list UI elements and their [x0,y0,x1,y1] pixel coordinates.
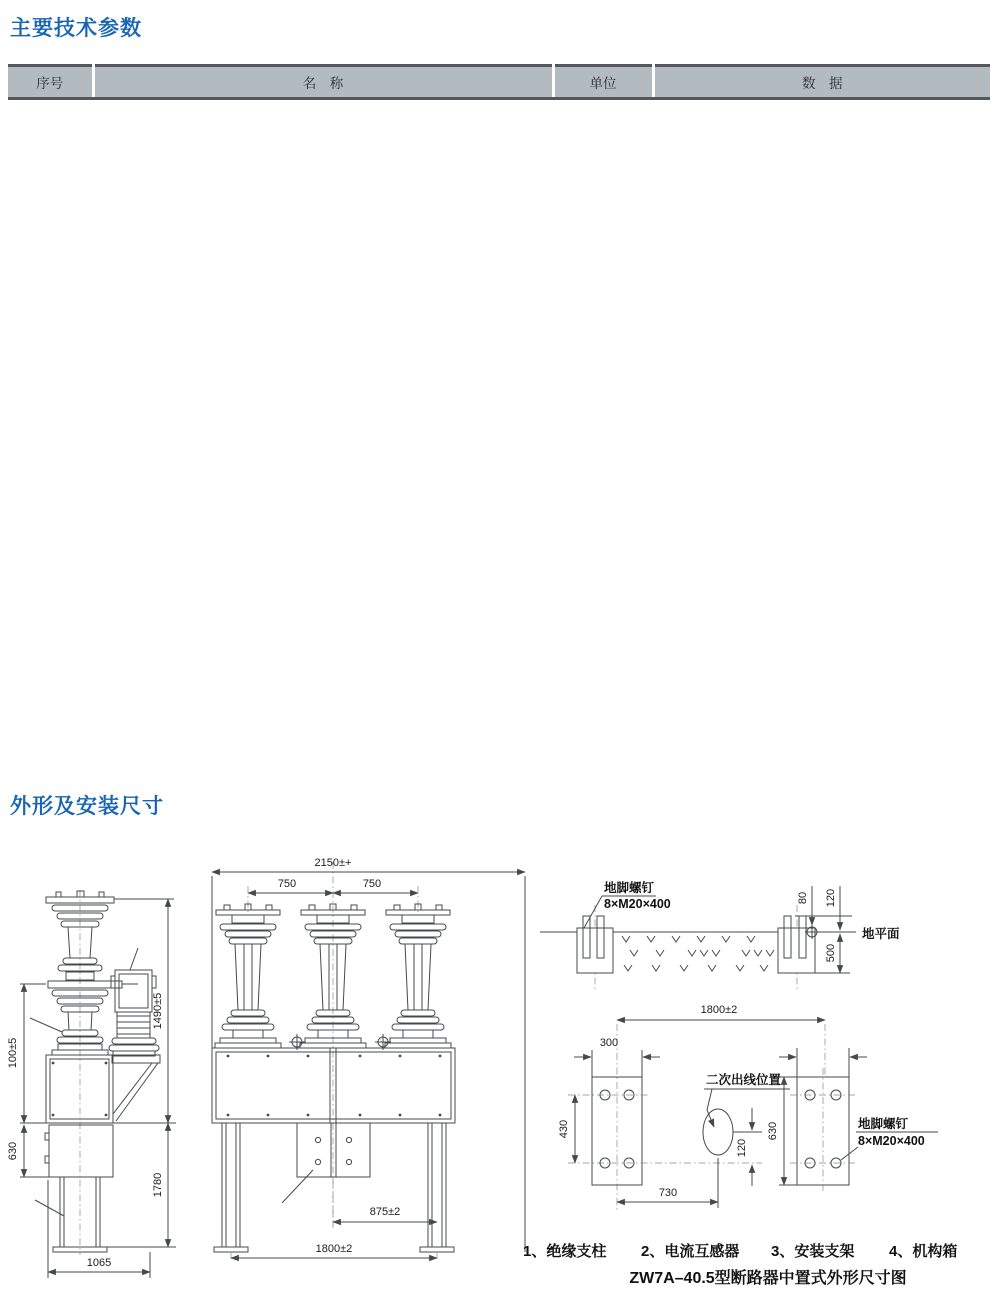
foundation-dim-500: 500 [825,943,837,963]
plan-dim-630: 630 [767,1121,779,1141]
section-title-dimensions: 外形及安装尺寸 [10,795,164,818]
front-dim-875: 875±2 [369,1206,401,1218]
plan-bolt-label-line2: 8×M20×400 [858,1134,925,1148]
plan-bolt-label-line1: 地脚螺钉 [858,1117,909,1131]
foundation-dim-80: 80 [797,891,809,905]
foundation-bolt-label-line2: 8×M20×400 [604,897,671,911]
legend-item-1: 1、绝缘支柱 [523,1243,607,1260]
plan-dim-300: 300 [599,1037,619,1049]
plan-dim-430: 430 [558,1119,570,1139]
foundation-bolt-label-line1: 地脚螺钉 [604,881,655,895]
plan-dim-1800: 1800±2 [700,1004,738,1016]
front-dim-750-left: 750 [277,878,297,890]
drawing-legend [523,1242,957,1287]
section-title-parameters: 主要技术参数 [10,17,142,40]
side-dim-100: 100±5 [7,1037,19,1069]
plan-dim-730: 730 [658,1187,678,1199]
front-dim-1800: 1800±2 [315,1243,353,1255]
side-dim-1065: 1065 [86,1257,112,1269]
header-value: 数 据 [653,66,990,99]
drawing-caption: ZW7A–40.5型断路器中置式外形尺寸图 [629,1270,907,1287]
table-header-row [8,66,990,99]
legend-item-4: 4、机构箱 [889,1243,958,1260]
front-dim-2150: 2150±+ [314,857,352,869]
side-dim-630: 630 [7,1141,19,1161]
side-dim-1490: 1490±5 [152,992,164,1030]
header-no: 序号 [8,66,93,99]
foundation-dim-120: 120 [825,888,837,908]
header-unit: 单位 [553,66,653,99]
ground-level-label: 地平面 [862,927,900,941]
parameters-table [8,64,990,100]
front-view-drawing [212,857,525,1262]
legend-item-2: 2、电流互感器 [641,1243,740,1260]
side-view-drawing [7,890,176,1278]
legend-item-3: 3、安装支架 [771,1243,855,1260]
side-dim-1780: 1780 [152,1172,164,1198]
front-dim-750-right: 750 [362,878,382,890]
plan-view-drawing [558,1004,938,1210]
foundation-section-drawing [540,880,900,990]
plan-dim-120: 120 [736,1138,748,1158]
secondary-outlet-label: 二次出线位置 [706,1073,782,1087]
header-name: 名 称 [93,66,553,99]
dimension-drawings [0,845,996,1293]
